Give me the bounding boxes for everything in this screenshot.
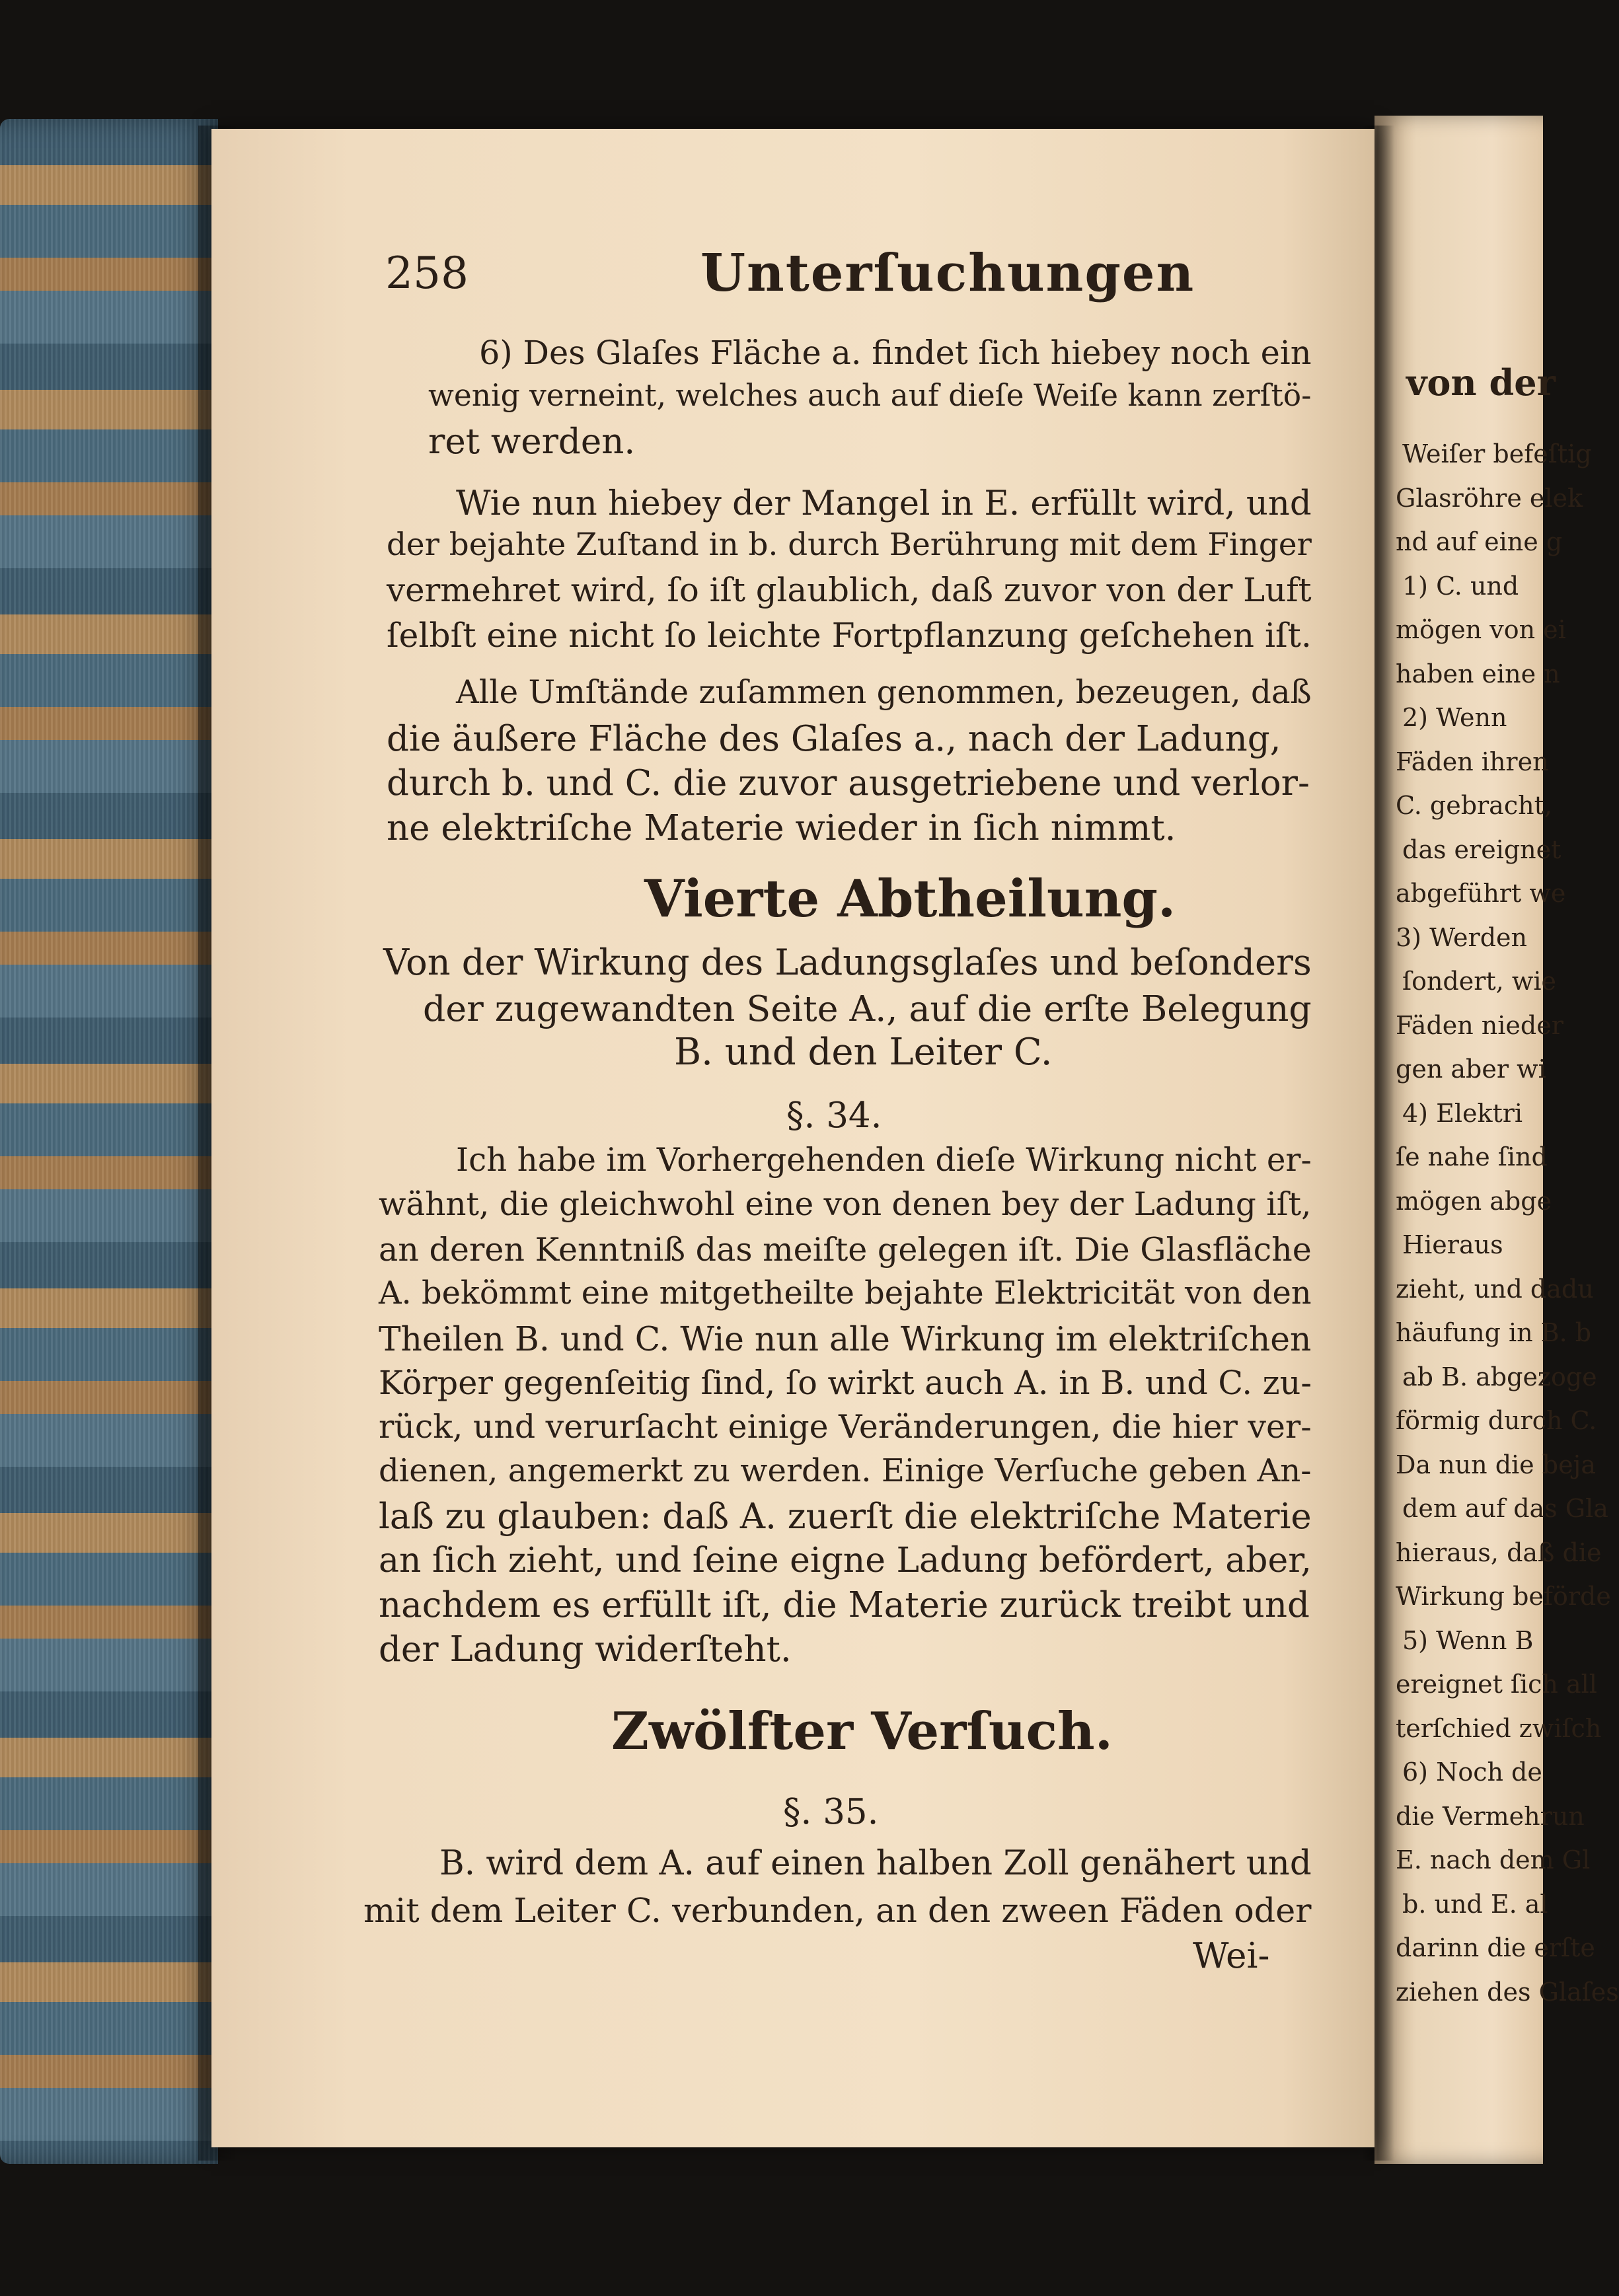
text-line: Theilen B. und C. Wie nun alle Wirkung im elektriſchen — [379, 1319, 1312, 1358]
text-line: durch b. und C. die zuvor ausgetriebene und verlor- — [387, 763, 1310, 803]
text-line: 6) Des Glaſes Fläche a. findet ſich hiebey noch ein — [479, 334, 1312, 372]
facing-text-line: C. gebracht, — [1396, 791, 1552, 820]
text-line: ret werden. — [428, 422, 636, 462]
facing-text-line: ab B. abgezoge — [1402, 1362, 1597, 1391]
facing-text-line: gen aber wi — [1396, 1055, 1546, 1084]
experiment-heading: Zwölfter Verſuch. — [611, 1701, 1113, 1761]
text-line: ne elektriſche Materie wieder in ſich nimmt. — [387, 808, 1176, 848]
facing-text-line: ereignet ſich all — [1396, 1670, 1597, 1699]
text-line: dienen, angemerkt zu werden. Einige Verſuche geben An- — [379, 1452, 1312, 1489]
text-line: wähnt, die gleichwohl eine von denen bey der Ladung iſt, — [379, 1186, 1312, 1223]
text-line: der bejahte Zuſtand in b. durch Berührung mit dem Finger — [387, 527, 1312, 563]
facing-text-line: 6) Noch de — [1402, 1758, 1542, 1787]
facing-text-line: nd auf eine g — [1396, 527, 1563, 556]
book-fore-edge — [0, 119, 218, 2164]
text-line: A. bekömmt eine mitgetheilte bejahte Elektricität von den — [379, 1275, 1312, 1312]
facing-text-line: mögen abge — [1396, 1186, 1552, 1216]
text-line: Alle Umſtände zuſammen genommen, bezeugen, daß — [456, 674, 1312, 711]
section-heading: Vierte Abtheilung. — [644, 869, 1176, 929]
facing-page — [1374, 116, 1619, 2164]
paragraph-mark: §. 35. — [783, 1792, 879, 1832]
text-line: an ſich zieht, und ſeine eigne Ladung befördert, aber, — [379, 1541, 1312, 1580]
facing-text-line: 3) Werden — [1396, 922, 1527, 952]
facing-text-line: ziehen des Glaſes — [1396, 1977, 1619, 2007]
facing-text-line: darinn die erſte — [1396, 1933, 1595, 1962]
section-subtitle-line: Von der Wirkung des Ladungsglaſes und beſonders — [383, 942, 1312, 983]
facing-text-line: Fäden ihren — [1396, 747, 1549, 776]
facing-text-line: E. nach dem Gl — [1396, 1845, 1591, 1874]
facing-text-line: dem auf das Gla — [1402, 1494, 1608, 1523]
facing-text-line: hieraus, daß die — [1396, 1537, 1602, 1567]
facing-text-line: Fäden nieder — [1396, 1010, 1563, 1040]
text-line: ſelbſt eine nicht ſo leichte Fortpflanzung geſchehen iſt. — [387, 616, 1312, 655]
section-subtitle-line: B. und den Leiter C. — [674, 1031, 1053, 1074]
text-line: Wie nun hiebey der Mangel in E. erfüllt wird, und — [456, 484, 1312, 523]
facing-text-line: häufung in B. b — [1396, 1318, 1592, 1347]
facing-text-line: Da nun die beja — [1396, 1450, 1596, 1479]
facing-text-line: 1) C. und — [1402, 571, 1519, 601]
text-line: der Ladung widerſteht. — [379, 1629, 792, 1670]
facing-text-line: zieht, und dadu — [1396, 1274, 1594, 1304]
text-line: Körper gegenſeitig ſind, ſo wirkt auch A. in B. und C. zu- — [379, 1364, 1312, 1402]
facing-text-line: 4) Elektri — [1402, 1098, 1523, 1128]
text-line: nachdem es erfüllt iſt, die Materie zurück treibt und — [379, 1585, 1310, 1625]
text-line: an deren Kenntniß das meiſte gelegen iſt. Die Glasfläche — [379, 1230, 1312, 1269]
facing-text-line: die Vermehrun — [1396, 1801, 1585, 1831]
text-line: vermehret wird, ſo iſt glaublich, daß zuvor von der Luft — [387, 571, 1312, 609]
facing-text-line: Wirkung beförde — [1396, 1582, 1611, 1611]
facing-text-line: ſe nahe ſind — [1396, 1142, 1548, 1171]
text-line: wenig verneint, welches auch auf dieſe Weiſe kann zerſtö- — [428, 378, 1312, 413]
paragraph-mark: §. 34. — [786, 1095, 882, 1136]
facing-text-line: ſondert, wie — [1402, 967, 1556, 996]
facing-text-line: Hieraus — [1402, 1230, 1503, 1259]
running-title: Unterſuchungen — [700, 243, 1195, 303]
text-line: mit dem Leiter C. verbunden, an den zween Fäden oder — [363, 1891, 1312, 1930]
text-line: rück, und verurſacht einige Veränderungen, die hier ver- — [379, 1408, 1312, 1446]
section-subtitle-line: der zugewandten Seite A., auf die erſte Belegung — [423, 988, 1312, 1029]
text-line: B. wird dem A. auf einen halben Zoll genähert und — [439, 1843, 1312, 1883]
facing-text-line: terſchied zwiſch — [1396, 1713, 1602, 1743]
facing-text-line: Weiſer befeſtig — [1402, 439, 1592, 468]
facing-text-line: förmig durch C. — [1396, 1406, 1597, 1435]
text-line: die äußere Fläche des Glaſes a., nach der Ladung, — [387, 719, 1281, 759]
facing-text-line: abgeführt we — [1396, 879, 1566, 908]
page-number: 258 — [385, 248, 469, 299]
facing-text-line: 2) Wenn — [1402, 703, 1507, 732]
facing-text-line: Glasröhre elek — [1396, 483, 1583, 513]
text-line: laß zu glauben: daß A. zuerſt die elektriſche Materie — [379, 1497, 1312, 1537]
facing-text-line: haben eine n — [1396, 659, 1560, 688]
facing-running-title: von der — [1406, 361, 1556, 404]
text-line: Ich habe im Vorhergehenden dieſe Wirkung nicht er- — [456, 1142, 1312, 1179]
facing-text-line: 5) Wenn B — [1402, 1625, 1534, 1655]
facing-text-line: mögen von ei — [1396, 615, 1566, 644]
catchword: Wei- — [1193, 1936, 1270, 1976]
facing-text-line: b. und E. al — [1402, 1889, 1548, 1919]
facing-text-line: das ereignet — [1402, 834, 1562, 864]
